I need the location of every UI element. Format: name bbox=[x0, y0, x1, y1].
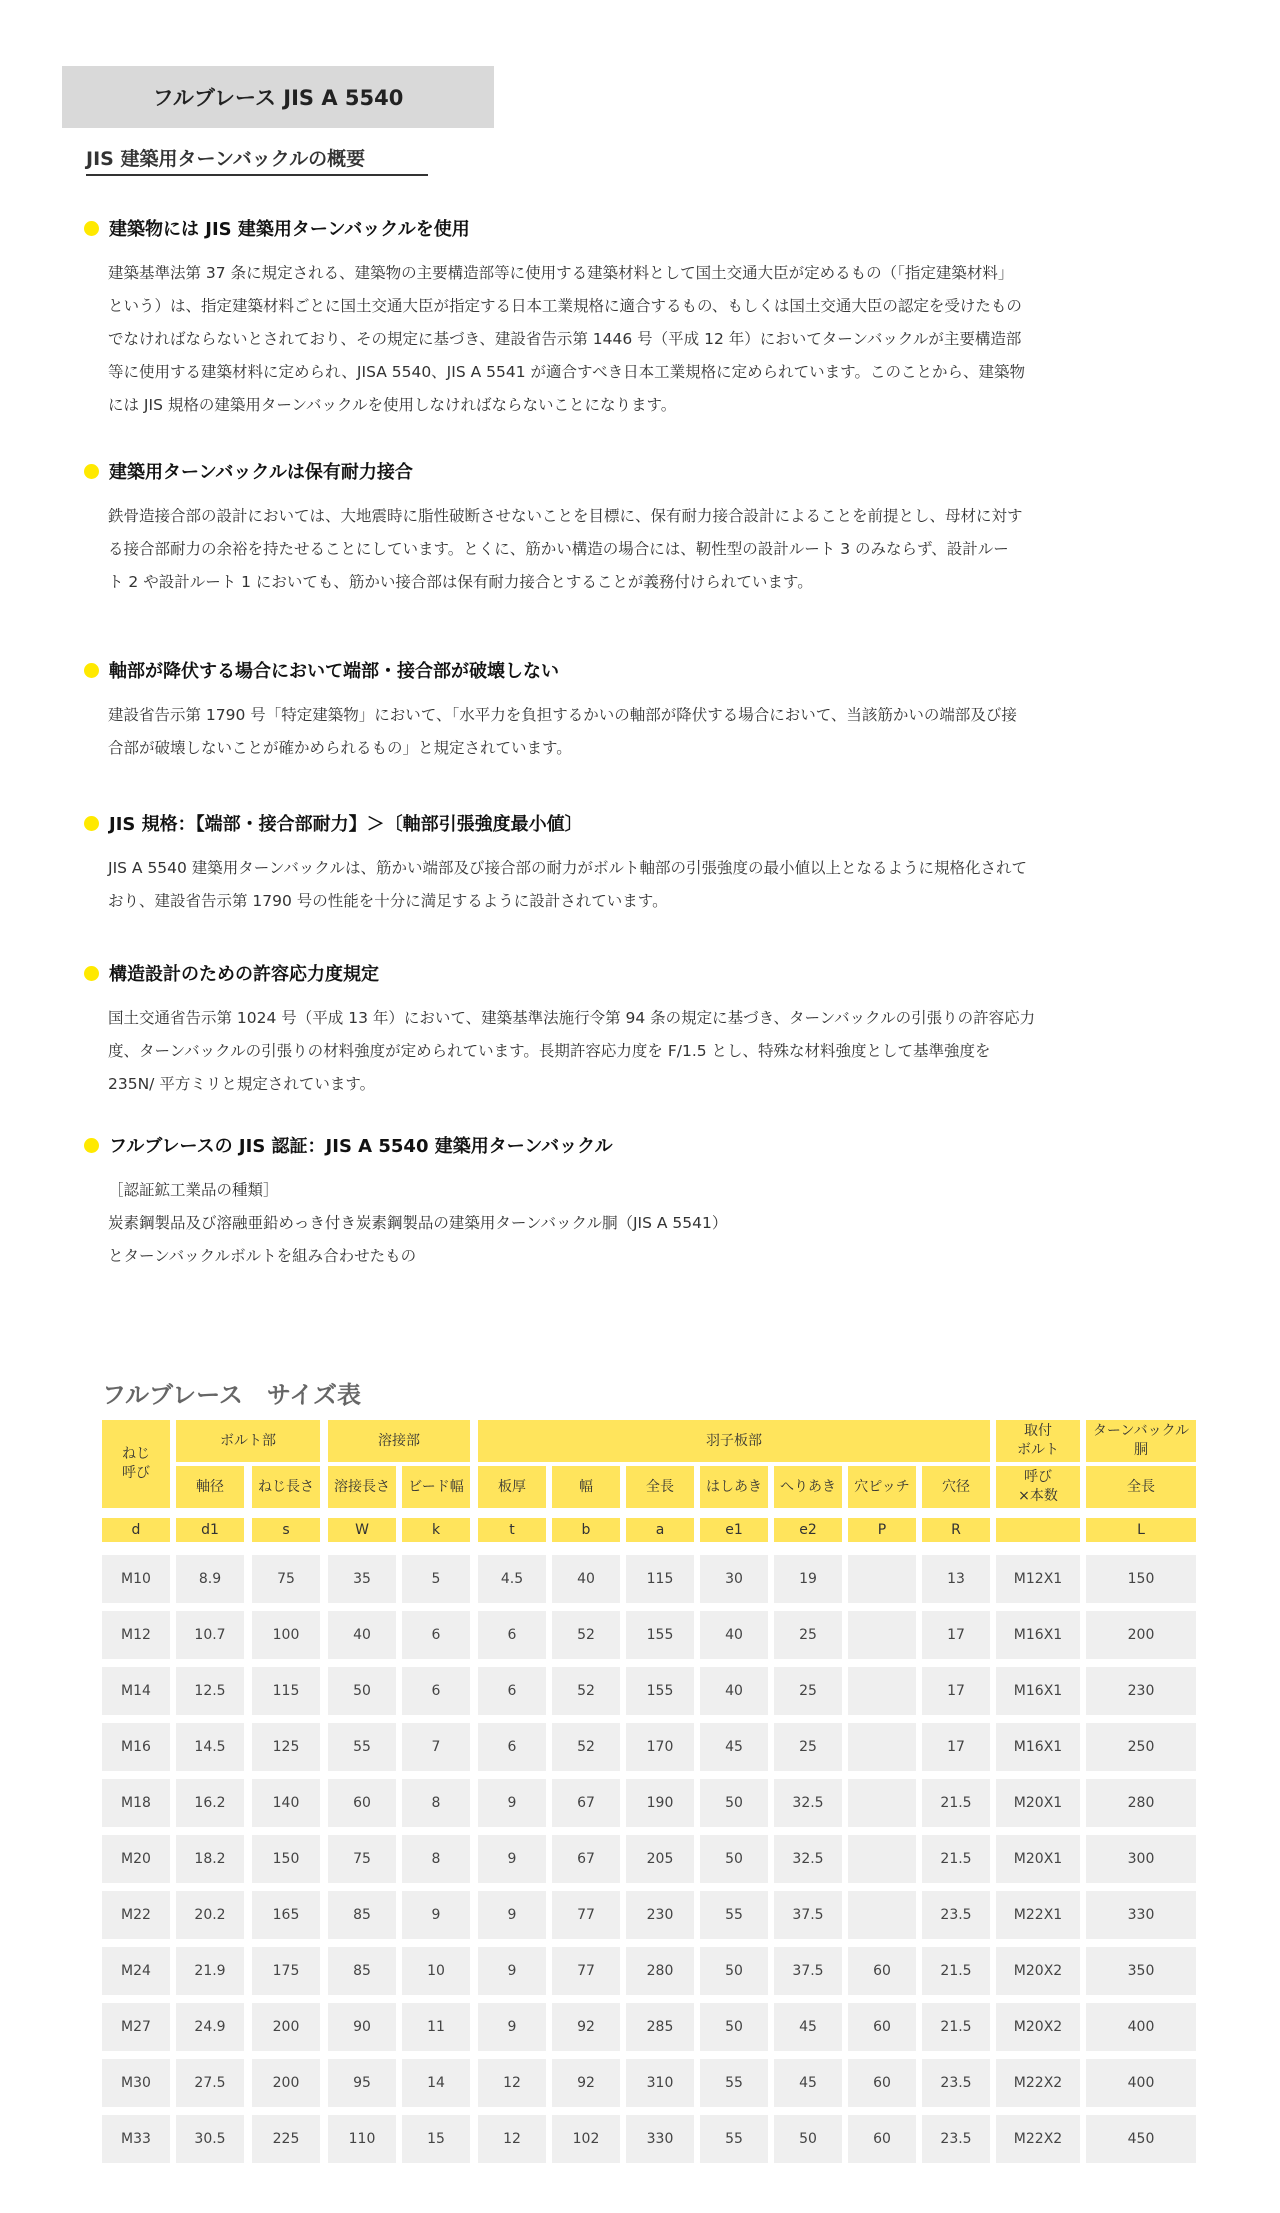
section-body-line: でなければならないとされており、その規定に基づき、建設省告示第 1446 号（平成 12 年）においてターンバックルが主要構造部 bbox=[108, 330, 1022, 348]
table-cell: 125 bbox=[252, 1723, 320, 1771]
section-heading-text: 構造設計のための許容応力度規定 bbox=[109, 964, 379, 985]
table-cell: 400 bbox=[1086, 2003, 1196, 2051]
column-header-cell: 全長 bbox=[1086, 1466, 1196, 1508]
table-cell: M12X1 bbox=[996, 1555, 1080, 1603]
section-heading-text: フルブレースの JIS 認証：JIS A 5540 建築用ターンバックル bbox=[109, 1136, 613, 1157]
table-cell: 16.2 bbox=[176, 1779, 244, 1827]
group-header-cell: 取付 ボルト bbox=[996, 1420, 1080, 1462]
table-cell: 50 bbox=[774, 2115, 842, 2163]
table-cell: M22X1 bbox=[996, 1891, 1080, 1939]
table-cell: 17 bbox=[922, 1667, 990, 1715]
section-body-line: 炭素鋼製品及び溶融亜鉛めっき付き炭素鋼製品の建築用ターンバックル胴（JIS A 5541） bbox=[108, 1214, 728, 1232]
table-cell: 50 bbox=[700, 1947, 768, 1995]
section-body-line: る接合部耐力の余裕を持たせることにしています。とくに、筋かい構造の場合には、靭性型の設計ルート 3 のみならず、設計ルー bbox=[108, 540, 1009, 558]
table-cell: 92 bbox=[552, 2003, 620, 2051]
section-heading-text: 建築用ターンバックルは保有耐力接合 bbox=[109, 462, 413, 483]
table-cell: 20.2 bbox=[176, 1891, 244, 1939]
table-cell: M20X1 bbox=[996, 1835, 1080, 1883]
page-title: フルブレース JIS A 5540 bbox=[62, 66, 494, 128]
table-cell: 92 bbox=[552, 2059, 620, 2107]
section-body-line: ト 2 や設計ルート 1 においても、筋かい接合部は保有耐力接合とすることが義務付けられています。 bbox=[108, 573, 813, 591]
table-cell: 6 bbox=[478, 1611, 546, 1659]
table-cell: 55 bbox=[700, 2059, 768, 2107]
table-cell: 9 bbox=[478, 1947, 546, 1995]
table-cell: 200 bbox=[1086, 1611, 1196, 1659]
table-cell: 21.5 bbox=[922, 1947, 990, 1995]
table-cell: 110 bbox=[328, 2115, 396, 2163]
table-cell: 17 bbox=[922, 1723, 990, 1771]
table-cell: 9 bbox=[478, 1891, 546, 1939]
table-cell: 25 bbox=[774, 1723, 842, 1771]
table-cell: 67 bbox=[552, 1779, 620, 1827]
table-cell: 8 bbox=[402, 1779, 470, 1827]
table-cell: 30 bbox=[700, 1555, 768, 1603]
symbol-header-cell: t bbox=[478, 1518, 546, 1542]
table-cell: 60 bbox=[848, 2115, 916, 2163]
table-cell: 60 bbox=[848, 2003, 916, 2051]
table-cell: 25 bbox=[774, 1611, 842, 1659]
table-cell: 6 bbox=[402, 1611, 470, 1659]
section-heading-text: 軸部が降伏する場合において端部・接合部が破壊しない bbox=[109, 661, 559, 682]
table-cell: 285 bbox=[626, 2003, 694, 2051]
symbol-header-cell: P bbox=[848, 1518, 916, 1542]
table-cell: 67 bbox=[552, 1835, 620, 1883]
symbol-header-cell bbox=[996, 1518, 1080, 1542]
table-cell: 77 bbox=[552, 1947, 620, 1995]
table-cell: 450 bbox=[1086, 2115, 1196, 2163]
table-cell: M22X2 bbox=[996, 2059, 1080, 2107]
table-cell: 9 bbox=[478, 1779, 546, 1827]
table-cell: 50 bbox=[700, 1779, 768, 1827]
table-cell: 9 bbox=[402, 1891, 470, 1939]
table-cell: 37.5 bbox=[774, 1891, 842, 1939]
column-header-cell: 溶接長さ bbox=[328, 1466, 396, 1508]
table-cell: 12 bbox=[478, 2115, 546, 2163]
symbol-header-cell: L bbox=[1086, 1518, 1196, 1542]
table-cell: 45 bbox=[774, 2059, 842, 2107]
section-body-line: 国土交通省告示第 1024 号（平成 13 年）において、建築基準法施行令第 94 条の規定に基づき、ターンバックルの引張りの許容応力 bbox=[108, 1009, 1036, 1027]
table-cell: 60 bbox=[848, 1947, 916, 1995]
table-cell: 205 bbox=[626, 1835, 694, 1883]
table-cell: 21.5 bbox=[922, 1835, 990, 1883]
column-header-cell: 板厚 bbox=[478, 1466, 546, 1508]
symbol-header-cell: W bbox=[328, 1518, 396, 1542]
table-cell: 52 bbox=[552, 1667, 620, 1715]
column-header-cell: 穴ピッチ bbox=[848, 1466, 916, 1508]
table-cell bbox=[848, 1555, 916, 1603]
table-cell: 100 bbox=[252, 1611, 320, 1659]
table-cell: 40 bbox=[700, 1667, 768, 1715]
table-cell: 15 bbox=[402, 2115, 470, 2163]
table-cell bbox=[848, 1835, 916, 1883]
section-heading-text: JIS 規格：【端部・接合部耐力】＞〔軸部引張強度最小値〕 bbox=[109, 814, 583, 835]
group-header-cell: ターンバックル 胴 bbox=[1086, 1420, 1196, 1462]
table-cell: 155 bbox=[626, 1611, 694, 1659]
section-body-line: 合部が破壊しないことが確かめられるもの」と規定されています。 bbox=[108, 739, 572, 757]
symbol-header-cell: a bbox=[626, 1518, 694, 1542]
table-cell: 52 bbox=[552, 1611, 620, 1659]
table-cell: 12 bbox=[478, 2059, 546, 2107]
section-body-line: JIS A 5540 建築用ターンバックルは、筋かい端部及び接合部の耐力がボルト軸部の引張強度の最小値以上となるように規格化されて bbox=[108, 859, 1027, 877]
table-cell: 24.9 bbox=[176, 2003, 244, 2051]
table-cell: 37.5 bbox=[774, 1947, 842, 1995]
table-cell: 21.5 bbox=[922, 2003, 990, 2051]
table-cell: 330 bbox=[626, 2115, 694, 2163]
section-body-line: 度、ターンバックルの引張りの材料強度が定められています。長期許容応力度を F/1.5 とし、特殊な材料強度として基準強度を bbox=[108, 1042, 991, 1060]
table-cell: 75 bbox=[252, 1555, 320, 1603]
table-cell: 140 bbox=[252, 1779, 320, 1827]
section-body-line: 等に使用する建築材料に定められ、JISA 5540、JIS A 5541 が適合すべき日本工業規格に定められています。このことから、建築物 bbox=[108, 363, 1025, 381]
table-cell: M22 bbox=[102, 1891, 170, 1939]
table-cell: 45 bbox=[700, 1723, 768, 1771]
table-cell: 52 bbox=[552, 1723, 620, 1771]
table-cell: 250 bbox=[1086, 1723, 1196, 1771]
page-subtitle: JIS 建築用ターンバックルの概要 bbox=[86, 144, 428, 176]
group-header-cell: ボルト部 bbox=[176, 1420, 320, 1462]
table-cell: 150 bbox=[252, 1835, 320, 1883]
table-cell: 11 bbox=[402, 2003, 470, 2051]
table-cell bbox=[848, 1667, 916, 1715]
table-cell: 310 bbox=[626, 2059, 694, 2107]
size-table-title: フルブレース サイズ表 bbox=[102, 1381, 361, 1409]
table-cell: 18.2 bbox=[176, 1835, 244, 1883]
table-cell: 5 bbox=[402, 1555, 470, 1603]
symbol-header-cell: b bbox=[552, 1518, 620, 1542]
table-cell: M22X2 bbox=[996, 2115, 1080, 2163]
section-body-line: 建築基準法第 37 条に規定される、建築物の主要構造部等に使用する建築材料として国土交通大臣が定めるもの（「指定建築材料」 bbox=[108, 264, 1014, 282]
table-cell: 55 bbox=[700, 2115, 768, 2163]
table-cell: 19 bbox=[774, 1555, 842, 1603]
table-cell: M30 bbox=[102, 2059, 170, 2107]
column-header-cell: 呼び ×本数 bbox=[996, 1466, 1080, 1508]
symbol-header-cell: d1 bbox=[176, 1518, 244, 1542]
symbol-header-cell: e2 bbox=[774, 1518, 842, 1542]
table-cell: 170 bbox=[626, 1723, 694, 1771]
table-cell: 7 bbox=[402, 1723, 470, 1771]
symbol-header-cell: s bbox=[252, 1518, 320, 1542]
table-cell: M20X2 bbox=[996, 1947, 1080, 1995]
table-cell: 200 bbox=[252, 2059, 320, 2107]
section-body-line: ［認証鉱工業品の種類］ bbox=[108, 1181, 279, 1199]
section-body-line: 鉄骨造接合部の設計においては、大地震時に脂性破断させないことを目標に、保有耐力接合設計によることを前提とし、母材に対す bbox=[108, 507, 1023, 525]
table-cell: 40 bbox=[552, 1555, 620, 1603]
section-body-line: 235N/ 平方ミリと規定されています。 bbox=[108, 1075, 376, 1093]
table-cell: 40 bbox=[700, 1611, 768, 1659]
table-cell: 230 bbox=[1086, 1667, 1196, 1715]
table-cell: 25 bbox=[774, 1667, 842, 1715]
table-cell: M33 bbox=[102, 2115, 170, 2163]
column-header-cell: 穴径 bbox=[922, 1466, 990, 1508]
table-cell: 8.9 bbox=[176, 1555, 244, 1603]
table-cell: 115 bbox=[626, 1555, 694, 1603]
group-header-cell: ねじ 呼び bbox=[102, 1420, 170, 1508]
table-cell: M16X1 bbox=[996, 1723, 1080, 1771]
table-cell: 13 bbox=[922, 1555, 990, 1603]
table-cell bbox=[848, 1611, 916, 1659]
column-header-cell: ビード幅 bbox=[402, 1466, 470, 1508]
table-cell: 102 bbox=[552, 2115, 620, 2163]
group-header-cell: 溶接部 bbox=[328, 1420, 470, 1462]
table-cell: 8 bbox=[402, 1835, 470, 1883]
section-body-line: 建設省告示第 1790 号「特定建築物」において、「水平力を負担するかいの軸部が降伏する場合において、当該筋かいの端部及び接 bbox=[108, 706, 1017, 724]
table-cell: 21.9 bbox=[176, 1947, 244, 1995]
section-body-line: とターンバックルボルトを組み合わせたもの bbox=[108, 1247, 417, 1265]
table-cell: 175 bbox=[252, 1947, 320, 1995]
table-cell: 32.5 bbox=[774, 1835, 842, 1883]
table-cell: 23.5 bbox=[922, 2115, 990, 2163]
table-cell: 165 bbox=[252, 1891, 320, 1939]
section-body-line: という）は、指定建築材料ごとに国土交通大臣が指定する日本工業規格に適合するもの、もしくは国土交通大臣の認定を受けたもの bbox=[108, 297, 1022, 315]
table-cell: 190 bbox=[626, 1779, 694, 1827]
table-cell: M12 bbox=[102, 1611, 170, 1659]
table-cell: 50 bbox=[700, 2003, 768, 2051]
table-cell: 60 bbox=[328, 1779, 396, 1827]
table-cell bbox=[848, 1891, 916, 1939]
table-cell: 40 bbox=[328, 1611, 396, 1659]
table-cell: 32.5 bbox=[774, 1779, 842, 1827]
table-cell: 27.5 bbox=[176, 2059, 244, 2107]
symbol-header-cell: R bbox=[922, 1518, 990, 1542]
table-cell: 4.5 bbox=[478, 1555, 546, 1603]
symbol-header-cell: e1 bbox=[700, 1518, 768, 1542]
table-cell: 14 bbox=[402, 2059, 470, 2107]
table-cell: 400 bbox=[1086, 2059, 1196, 2107]
table-cell: 50 bbox=[700, 1835, 768, 1883]
table-cell: 30.5 bbox=[176, 2115, 244, 2163]
symbol-header-cell: d bbox=[102, 1518, 170, 1542]
column-header-cell: はしあき bbox=[700, 1466, 768, 1508]
table-cell: M16X1 bbox=[996, 1611, 1080, 1659]
table-cell: 155 bbox=[626, 1667, 694, 1715]
table-cell: 350 bbox=[1086, 1947, 1196, 1995]
column-header-cell: 全長 bbox=[626, 1466, 694, 1508]
table-cell: 75 bbox=[328, 1835, 396, 1883]
table-cell: 14.5 bbox=[176, 1723, 244, 1771]
section-body-line: おり、建設省告示第 1790 号の性能を十分に満足するように設計されています。 bbox=[108, 892, 668, 910]
table-cell: 23.5 bbox=[922, 1891, 990, 1939]
table-cell: M20X2 bbox=[996, 2003, 1080, 2051]
table-cell: 95 bbox=[328, 2059, 396, 2107]
symbol-header-cell: k bbox=[402, 1518, 470, 1542]
table-cell: M14 bbox=[102, 1667, 170, 1715]
table-cell bbox=[848, 1723, 916, 1771]
table-cell: M18 bbox=[102, 1779, 170, 1827]
table-cell: 55 bbox=[700, 1891, 768, 1939]
table-cell: M16X1 bbox=[996, 1667, 1080, 1715]
table-cell: 77 bbox=[552, 1891, 620, 1939]
table-cell: 280 bbox=[626, 1947, 694, 1995]
table-cell: M20X1 bbox=[996, 1779, 1080, 1827]
table-cell: 6 bbox=[402, 1667, 470, 1715]
table-cell: 230 bbox=[626, 1891, 694, 1939]
table-cell: 6 bbox=[478, 1723, 546, 1771]
table-cell: 300 bbox=[1086, 1835, 1196, 1883]
table-cell: M20 bbox=[102, 1835, 170, 1883]
section-body-line: には JIS 規格の建築用ターンバックルを使用しなければならないことになります。 bbox=[108, 396, 677, 414]
table-cell: 12.5 bbox=[176, 1667, 244, 1715]
table-cell: M27 bbox=[102, 2003, 170, 2051]
column-header-cell: 幅 bbox=[552, 1466, 620, 1508]
table-cell: M10 bbox=[102, 1555, 170, 1603]
table-cell: 85 bbox=[328, 1947, 396, 1995]
table-cell: 200 bbox=[252, 2003, 320, 2051]
table-cell: 10.7 bbox=[176, 1611, 244, 1659]
table-cell: 280 bbox=[1086, 1779, 1196, 1827]
column-header-cell: ねじ長さ bbox=[252, 1466, 320, 1508]
column-header-cell: 軸径 bbox=[176, 1466, 244, 1508]
table-cell: 10 bbox=[402, 1947, 470, 1995]
table-cell: 85 bbox=[328, 1891, 396, 1939]
table-cell: 23.5 bbox=[922, 2059, 990, 2107]
table-cell: 45 bbox=[774, 2003, 842, 2051]
table-cell: 115 bbox=[252, 1667, 320, 1715]
table-cell: 60 bbox=[848, 2059, 916, 2107]
table-cell: 50 bbox=[328, 1667, 396, 1715]
table-cell: 21.5 bbox=[922, 1779, 990, 1827]
table-cell: 330 bbox=[1086, 1891, 1196, 1939]
table-cell: 225 bbox=[252, 2115, 320, 2163]
table-cell: M16 bbox=[102, 1723, 170, 1771]
section-heading-text: 建築物には JIS 建築用ターンバックルを使用 bbox=[109, 219, 470, 240]
table-cell: M24 bbox=[102, 1947, 170, 1995]
table-cell: 150 bbox=[1086, 1555, 1196, 1603]
table-cell: 9 bbox=[478, 2003, 546, 2051]
table-cell: 90 bbox=[328, 2003, 396, 2051]
group-header-cell: 羽子板部 bbox=[478, 1420, 990, 1462]
table-cell: 35 bbox=[328, 1555, 396, 1603]
column-header-cell: へりあき bbox=[774, 1466, 842, 1508]
table-cell: 6 bbox=[478, 1667, 546, 1715]
table-cell bbox=[848, 1779, 916, 1827]
table-cell: 55 bbox=[328, 1723, 396, 1771]
table-cell: 9 bbox=[478, 1835, 546, 1883]
table-cell: 17 bbox=[922, 1611, 990, 1659]
